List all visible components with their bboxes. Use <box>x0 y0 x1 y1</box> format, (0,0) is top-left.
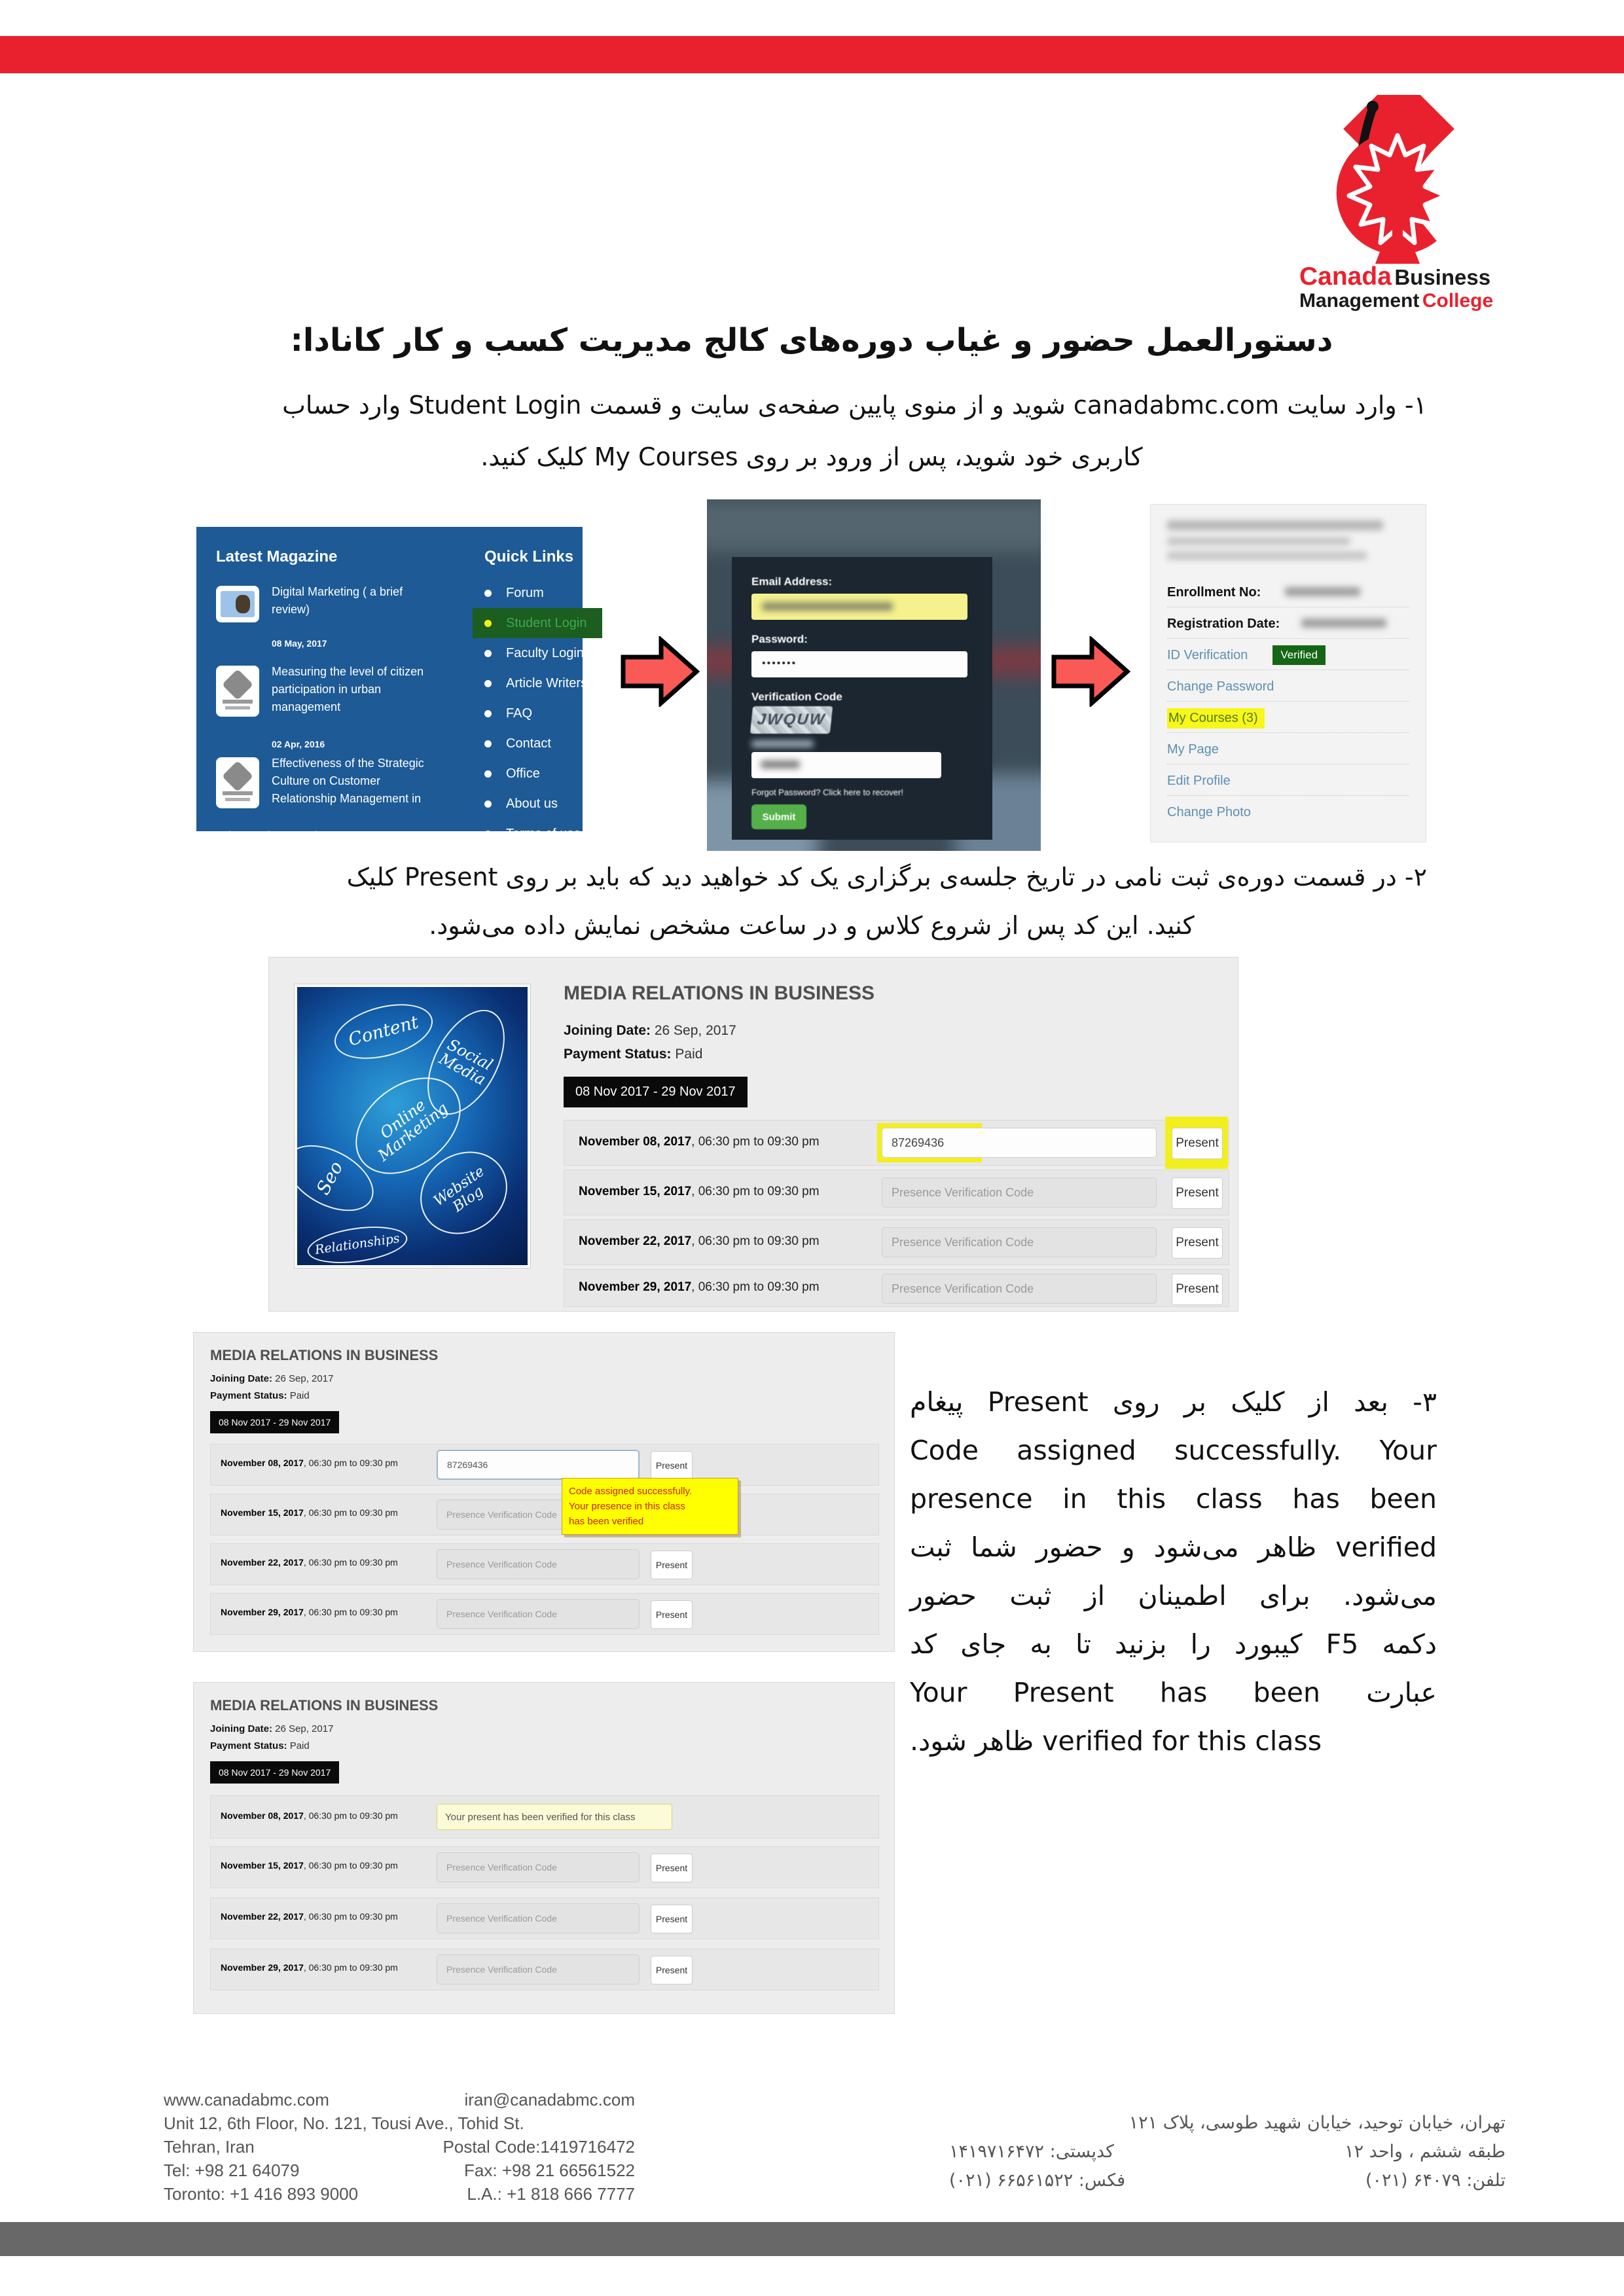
session-row: November 08, 2017, 06:30 pm to 09:30 pm 87269436 Present <box>564 1120 1229 1166</box>
presence-code-input[interactable]: Presence Verification Code <box>437 1852 640 1882</box>
date-range-badge: 08 Nov 2017 - 29 Nov 2017 <box>210 1761 339 1784</box>
edit-profile-link[interactable]: Edit Profile <box>1167 766 1409 796</box>
redacted-info <box>1167 552 1367 560</box>
verified-badge: Verified <box>1272 645 1326 665</box>
latest-magazine-heading: Latest Magazine <box>216 548 338 565</box>
media-word: Seo <box>297 1132 384 1225</box>
footer-contact-en <box>164 2090 635 2208</box>
session-row: November 22, 2017, 06:30 pm to 09:30 pm Presence Verification Code Present <box>564 1219 1229 1265</box>
joining-date: Joining Date: 26 Sep, 2017 <box>564 1023 736 1038</box>
logo-word-college: College <box>1422 289 1494 312</box>
payment-status: Payment Status: Paid <box>210 1740 310 1751</box>
presence-code-input[interactable]: 87269436 <box>882 1128 1157 1158</box>
present-button[interactable]: Present <box>1172 1177 1223 1209</box>
registration-row: Registration Date: <box>1167 609 1409 639</box>
media-word: Social Media <box>412 997 520 1128</box>
college-logo-icon <box>1299 95 1496 265</box>
change-password-link[interactable]: Change Password <box>1167 672 1409 702</box>
college-logo-wordmark <box>1299 264 1496 311</box>
course-image <box>294 984 531 1268</box>
floor-unit-fa: طبقه ششم ، واحد ۱۲ <box>1344 2142 1506 2162</box>
captcha-label: Verification Code <box>751 691 842 703</box>
course-panel-main <box>268 957 1238 1312</box>
la-phone: L.A.: +1 818 666 7777 <box>467 2184 635 2204</box>
media-word: Content <box>329 994 439 1068</box>
date-range-badge: 08 Nov 2017 - 29 Nov 2017 <box>210 1411 339 1433</box>
logo-word-business: Business <box>1394 265 1491 289</box>
media-word: Relationships <box>305 1221 410 1265</box>
page-title: دستورالعمل حضور و غیاب دوره‌های کالج مدیریت کسب و کار کانادا: <box>290 322 1333 359</box>
telephone: Tel: +98 21 64079 <box>164 2161 300 2180</box>
enrollment-row: Enrollment No: <box>1167 578 1409 607</box>
presence-code-input[interactable]: Presence Verification Code <box>882 1274 1157 1304</box>
presence-code-input[interactable]: Presence Verification Code <box>437 1903 640 1933</box>
bullet-icon <box>484 740 492 747</box>
step1-line2: کاربری خود شوید، پس از ورود بر روی My Courses کلیک کنید. <box>480 442 1143 471</box>
bullet-icon <box>484 650 492 657</box>
submit-button[interactable]: Submit <box>751 804 806 829</box>
article-thumbnail <box>216 666 259 717</box>
joining-date: Joining Date: 26 Sep, 2017 <box>210 1373 334 1384</box>
reload-captcha-link[interactable] <box>751 740 814 747</box>
email-address: iran@canadabmc.com <box>464 2090 635 2109</box>
session-row: November 08, 2017, 06:30 pm to 09:30 pm Your present has been verified for this class <box>210 1795 879 1839</box>
course-panel-tooltip <box>193 1332 895 1652</box>
address-fa: تهران، خیابان توحید، خیابان شهید طوسی، پلاک ۱۲۱ <box>1128 2113 1506 2133</box>
email-field[interactable] <box>751 594 967 620</box>
article-date: 02 Mar, 2016 <box>216 849 270 859</box>
city: Tehran, Iran <box>164 2137 255 2157</box>
presence-code-input[interactable]: 87269436 <box>437 1450 640 1480</box>
article-title-tail[interactable]: Tehran Tejarat Bank <box>216 829 321 842</box>
quicklink-faculty-login[interactable]: Faculty Login <box>484 638 583 668</box>
article-title[interactable]: Measuring the level of citizen participation in urban management <box>272 665 424 713</box>
screenshot-account-panel <box>1150 504 1426 842</box>
logo-word-canada: Canada <box>1299 262 1392 291</box>
fax: Fax: +98 21 66561522 <box>464 2161 635 2180</box>
article-title[interactable]: Digital Marketing ( a brief review) <box>272 585 403 616</box>
bullet-icon <box>484 770 492 778</box>
course-title: MEDIA RELATIONS IN BUSINESS <box>210 1697 439 1713</box>
email-label: Email Address: <box>751 575 833 588</box>
media-word: Website Blog <box>404 1135 523 1251</box>
article-thumbnail <box>216 757 259 808</box>
toronto-phone: Toronto: +1 416 893 9000 <box>164 2184 359 2204</box>
quicklink-contact[interactable]: Contact <box>484 728 583 759</box>
present-button[interactable]: Present <box>651 1551 693 1579</box>
session-row: November 29, 2017, 06:30 pm to 09:30 pm Presence Verification Code Present <box>210 1593 879 1635</box>
redacted-info <box>1167 537 1350 545</box>
presence-code-input[interactable]: Presence Verification Code <box>882 1227 1157 1257</box>
session-row: November 08, 2017, 06:30 pm to 09:30 pm 87269436 Present <box>210 1444 879 1486</box>
quicklink-about-us[interactable]: About us <box>484 789 583 819</box>
quicklink-office[interactable]: Office <box>484 759 583 789</box>
present-button[interactable]: Present <box>1172 1274 1223 1305</box>
captcha-input[interactable] <box>751 752 941 778</box>
course-title: MEDIA RELATIONS IN BUSINESS <box>210 1347 439 1363</box>
step3-paragraph: ۳- بعد از کلیک بر روی Present پیغام Code assigned successfully. Your presence in this class has been verified ظاهر می‌شود و حضور شما ثبت می‌شود. برای اطمینان از ثبت حضور دکمه F5 کیبورد را بزنید تا به جای کد عبارت Your Present has been verified for this class ظاهر شود. <box>910 1386 1437 1757</box>
presence-code-input[interactable]: Presence Verification Code <box>437 1499 640 1530</box>
password-field[interactable] <box>751 651 967 677</box>
footer-contact-fa <box>949 2113 1506 2199</box>
telephone-fa: تلفن: ۶۴۰۷۹ (۰۲۱) <box>1365 2170 1506 2191</box>
redacted-name <box>1167 520 1383 530</box>
street-address: Unit 12, 6th Floor, No. 121, Tousi Ave., Tohid St. <box>164 2113 524 2133</box>
presence-code-input[interactable]: Presence Verification Code <box>882 1177 1157 1208</box>
quick-links-heading: Quick Links <box>484 548 574 565</box>
present-button[interactable]: Present <box>651 1905 693 1933</box>
article-date: 08 May, 2017 <box>272 638 327 649</box>
session-row: November 15, 2017, 06:30 pm to 09:30 pm Presence Verification Code <box>210 1494 879 1535</box>
postal-code-fa: کدپستی: ۱۴۱۹۷۱۶۴۷۲ <box>949 2142 1114 2162</box>
media-word: Online Marketing <box>337 1058 479 1194</box>
step2-line1: ۲- در قسمت دوره‌ی ثبت نامی در تاریخ جلسه‌ی برگزاری یک کد خواهید دید که باید بر روی Present کلیک <box>346 863 1427 891</box>
forgot-password-link[interactable]: Forgot Password? Click here to recover! <box>751 787 903 797</box>
present-verified-note: Your present has been verified for this class <box>437 1804 672 1830</box>
session-row: November 29, 2017, 06:30 pm to 09:30 pm Presence Verification Code Present <box>564 1269 1229 1307</box>
presence-code-input[interactable]: Presence Verification Code <box>437 1599 640 1629</box>
presence-code-input[interactable]: Presence Verification Code <box>437 1954 640 1984</box>
step2-line2: کنید. این کد پس از شروع کلاس و در ساعت مشخص نمایش داده می‌شود. <box>429 911 1195 940</box>
captcha-image: JWQUW <box>750 706 833 734</box>
presence-code-input[interactable]: Presence Verification Code <box>437 1549 640 1579</box>
quicklink-article-writers[interactable]: Article Writers <box>484 668 583 698</box>
password-label: Password: <box>751 633 808 645</box>
course-title: MEDIA RELATIONS IN BUSINESS <box>564 982 875 1004</box>
bullet-icon <box>484 710 492 717</box>
top-banner <box>0 36 1624 73</box>
joining-date: Joining Date: 26 Sep, 2017 <box>210 1723 334 1734</box>
present-button[interactable]: Present <box>1172 1227 1223 1259</box>
change-photo-link[interactable]: Change Photo <box>1167 804 1251 819</box>
session-row: November 15, 2017, 06:30 pm to 09:30 pm Presence Verification Code Present <box>210 1846 879 1888</box>
present-button[interactable]: Present <box>1172 1128 1223 1159</box>
red-arrow-icon <box>1051 636 1131 707</box>
session-row: November 22, 2017, 06:30 pm to 09:30 pm Presence Verification Code Present <box>210 1897 879 1939</box>
present-button[interactable]: Present <box>651 1854 693 1882</box>
session-row: November 15, 2017, 06:30 pm to 09:30 pm Presence Verification Code Present <box>564 1170 1229 1215</box>
session-row: November 22, 2017, 06:30 pm to 09:30 pm Presence Verification Code Present <box>210 1543 879 1585</box>
bottom-bar <box>0 2222 1624 2256</box>
course-panel-verified <box>193 1682 895 2014</box>
date-range-badge: 08 Nov 2017 - 29 Nov 2017 <box>564 1077 748 1107</box>
college-logo <box>1299 95 1496 311</box>
fax-fa: فکس: ۶۶۵۶۱۵۲۲ (۰۲۱) <box>949 2170 1126 2191</box>
present-button[interactable]: Present <box>651 1451 693 1480</box>
payment-status: Payment Status: Paid <box>564 1047 703 1062</box>
bullet-icon <box>484 590 492 597</box>
id-verification-row[interactable]: ID Verification Verified <box>1167 641 1409 670</box>
login-form <box>732 557 992 840</box>
session-row: November 29, 2017, 06:30 pm to 09:30 pm Presence Verification Code Present <box>210 1948 879 1990</box>
article-date: 02 Apr, 2016 <box>272 739 325 749</box>
my-courses-link[interactable]: My Courses (3) <box>1167 704 1409 733</box>
bullet-icon <box>484 831 492 838</box>
my-page-link[interactable]: My Page <box>1167 735 1409 764</box>
quicklink-student-login[interactable]: Student Login <box>473 608 602 638</box>
present-button[interactable]: Present <box>651 1600 693 1629</box>
red-arrow-icon <box>621 636 700 707</box>
article-thumbnail <box>216 586 259 622</box>
code-assigned-tooltip: Code assigned successfully. Your presence in this class has been verified <box>562 1478 738 1535</box>
bullet-icon <box>484 620 492 627</box>
present-button[interactable]: Present <box>651 1956 693 1984</box>
quicklink-faq[interactable]: FAQ <box>484 698 583 728</box>
step1-line1: ۱- وارد سایت canadabmc.com شوید و از منوی پایین صفحه‌ی سایت و قسمت Student Login وارد حساب <box>282 391 1427 420</box>
quicklink-terms[interactable]: Terms of use <box>484 819 583 849</box>
screenshot-student-login <box>707 499 1041 851</box>
bullet-icon <box>484 680 492 687</box>
postal-code: Postal Code:1419716472 <box>442 2137 635 2157</box>
payment-status: Payment Status: Paid <box>210 1390 310 1401</box>
quick-links-list <box>484 578 588 849</box>
bullet-icon <box>484 800 492 808</box>
logo-word-management: Management <box>1299 289 1420 312</box>
article-title[interactable]: Effectiveness of the Strategic Culture on Customer Relationship Management in <box>272 757 424 805</box>
password-value: ••••••• <box>762 658 797 669</box>
quicklink-forum[interactable]: Forum <box>484 578 583 608</box>
screenshot-site-footer <box>196 527 588 859</box>
website-url: www.canadabmc.com <box>164 2090 329 2109</box>
